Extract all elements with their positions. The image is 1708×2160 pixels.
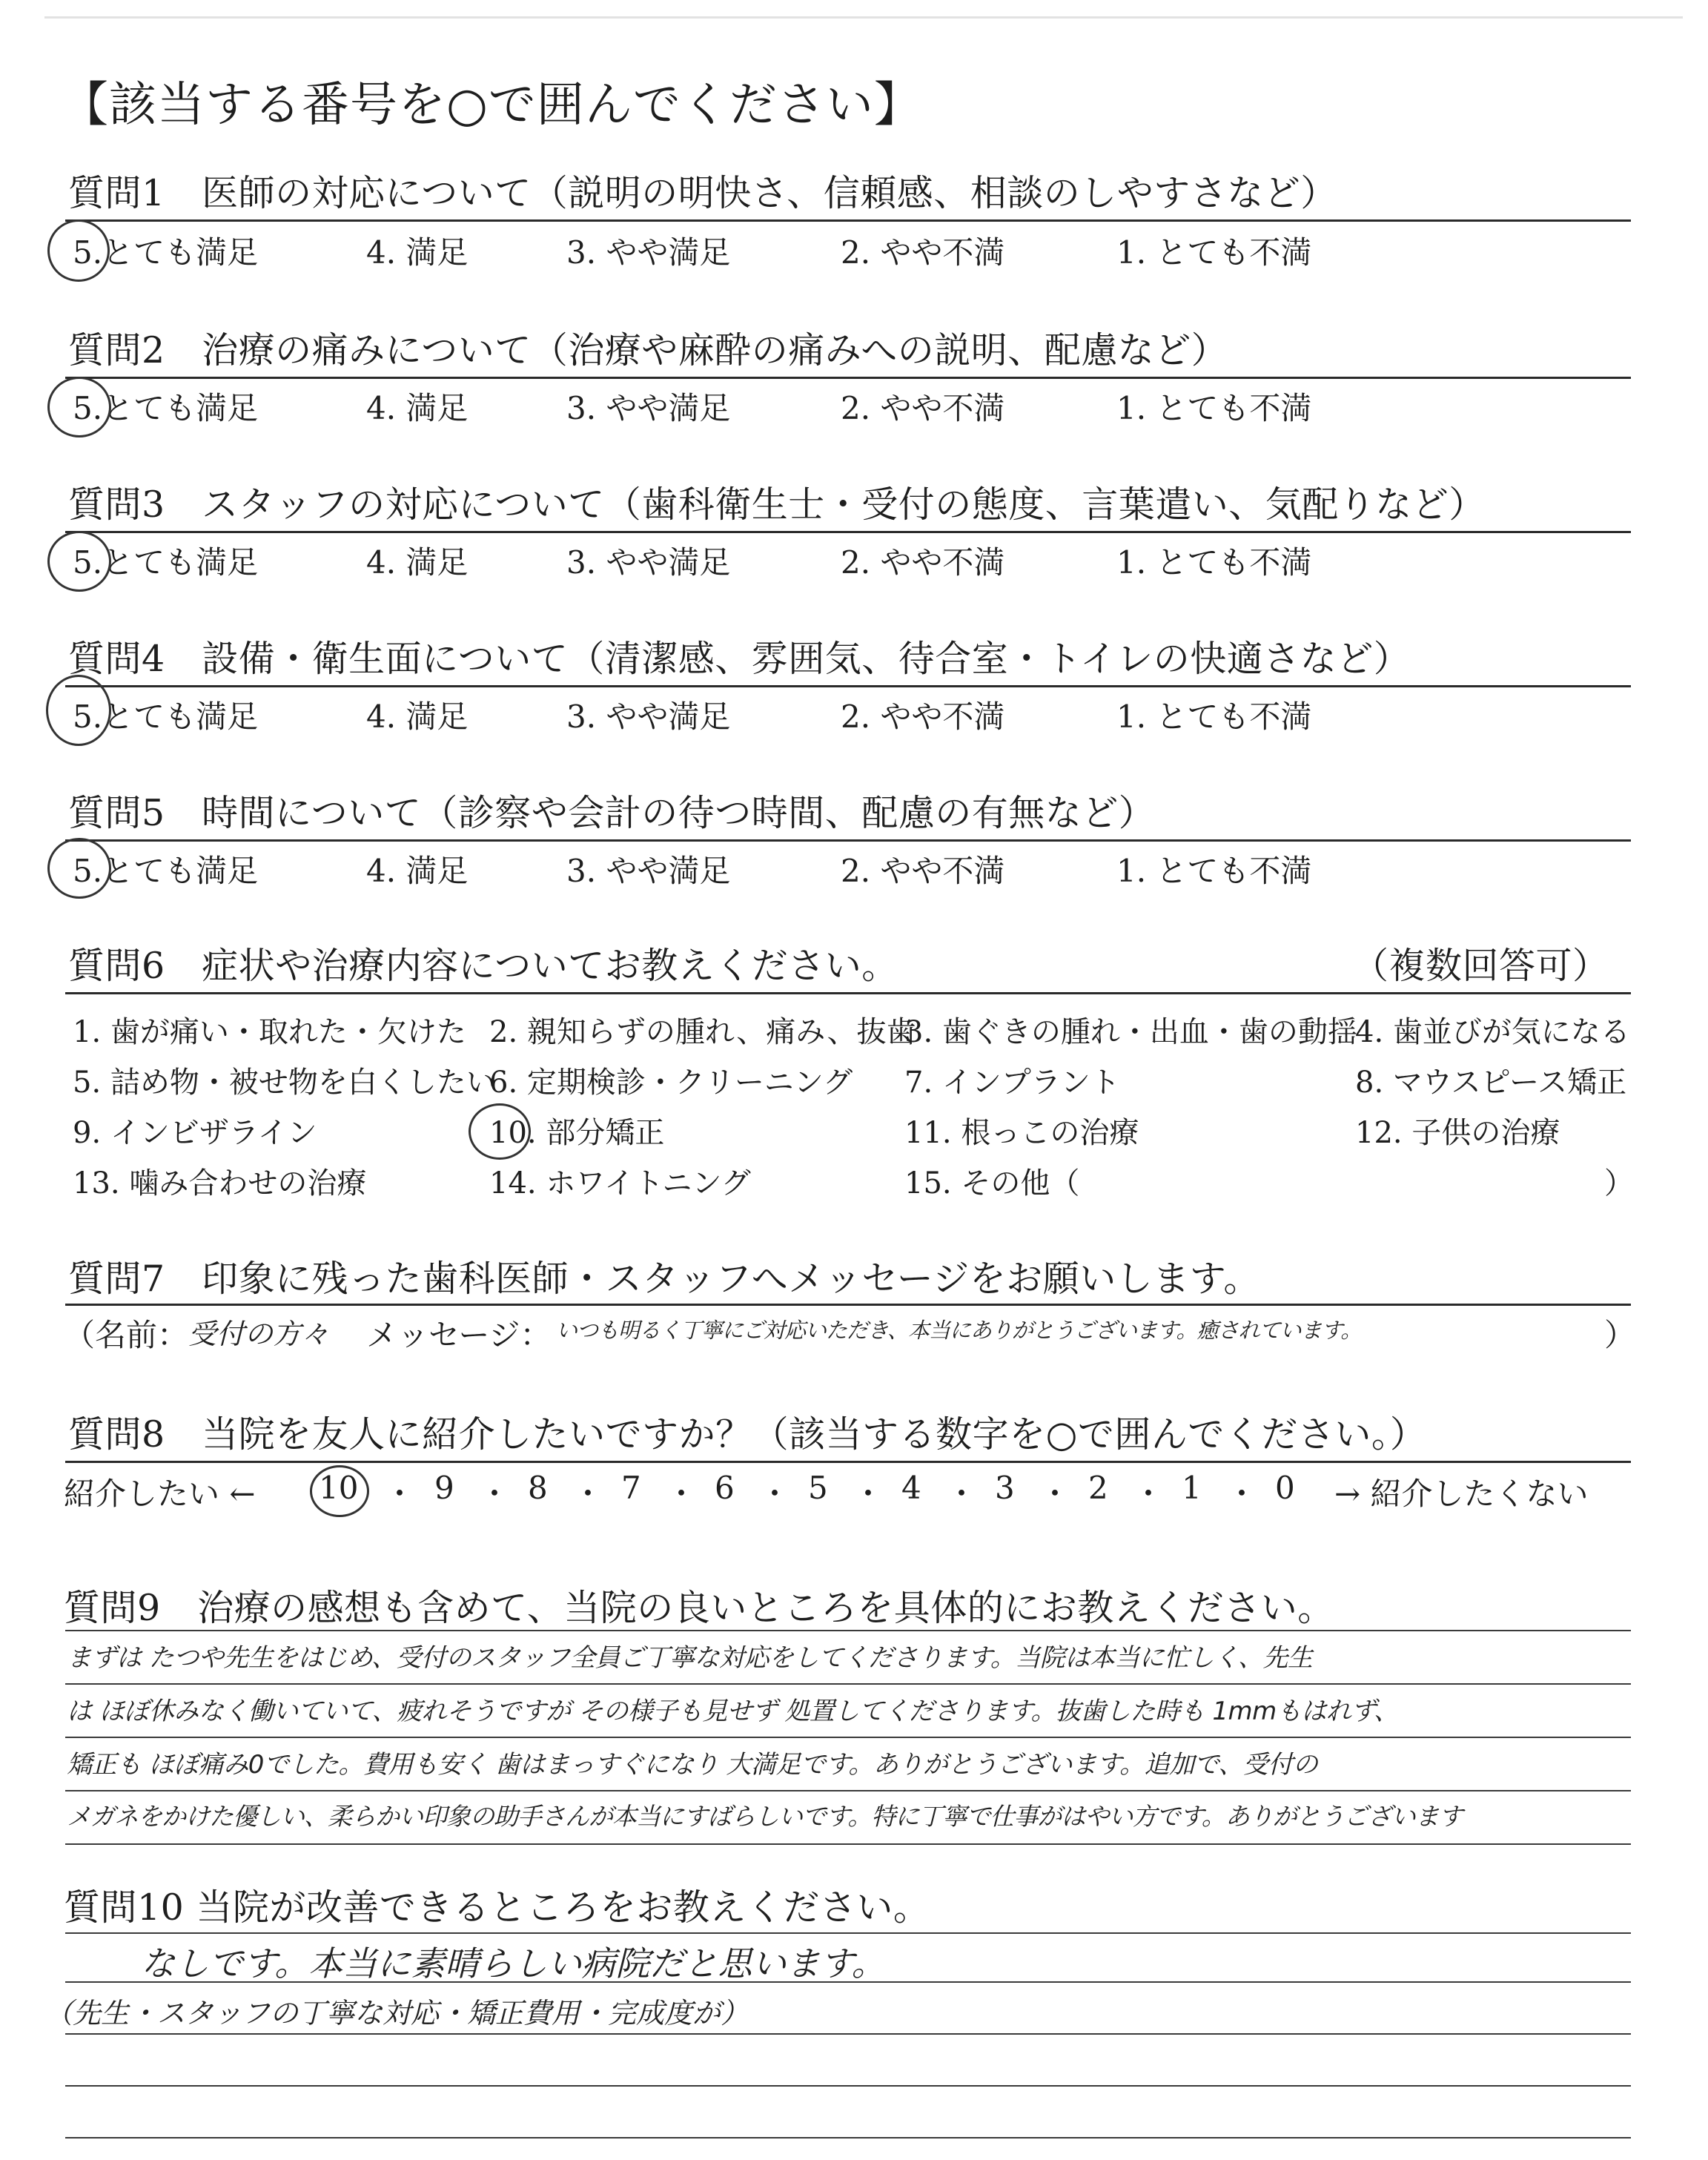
question-4-rule: [65, 685, 1631, 687]
q8-sep-4: ・: [666, 1476, 698, 1512]
q6-item-10[interactable]: 10. 部分矯正: [489, 1116, 665, 1150]
question-5-rule: [65, 839, 1631, 842]
question-10-title: 質問10 当院が改善できるところをお教えください。: [64, 1886, 930, 1929]
q8-selected-circle: [310, 1465, 369, 1517]
q8-scale-10[interactable]: 10: [319, 1470, 359, 1506]
q9-line-2: [65, 1683, 1631, 1685]
q6-item-15-close: ）: [1604, 1166, 1634, 1200]
q6-item-15[interactable]: 15. その他（: [904, 1166, 1080, 1200]
q6-item-11[interactable]: 11. 根っこの治療: [904, 1116, 1139, 1150]
q6-selected-circle: [469, 1103, 531, 1160]
q5-selected-circle: [47, 838, 111, 899]
q7-message-label: メッセージ：: [366, 1317, 552, 1353]
q6-item-6[interactable]: 6. 定期検診・クリーニング: [489, 1066, 853, 1100]
question-7-title: 質問7 印象に残った歯科医師・スタッフへメッセージをお願いします。: [68, 1258, 1260, 1300]
question-6-note: （複数回答可）: [1352, 945, 1609, 987]
q8-sep-10: ・: [1226, 1476, 1258, 1512]
q6-item-3[interactable]: 3. 歯ぐきの腫れ・出血・歯の動揺: [904, 1015, 1357, 1049]
question-3-title: 質問3 スタッフの対応について（歯科衛生士・受付の態度、言葉遣い、気配りなど）: [68, 483, 1486, 526]
q1-option-1[interactable]: 1. とても不満: [1116, 234, 1312, 271]
q6-item-12[interactable]: 12. 子供の治療: [1355, 1116, 1560, 1150]
q8-sep-2: ・: [479, 1476, 511, 1512]
q2-option-1[interactable]: 1. とても不満: [1116, 390, 1312, 426]
question-1-rule: [65, 219, 1631, 222]
q10-line-4: [65, 2085, 1631, 2087]
q5-option-1[interactable]: 1. とても不満: [1116, 853, 1312, 889]
q6-item-14[interactable]: 14. ホワイトニング: [489, 1166, 751, 1200]
q9-answer-line-2[interactable]: は ほぼ休みなく働いていて、疲れそうですが その様子も見せず 処置してくださります。抜歯した時も 1mmもはれず、: [67, 1697, 1399, 1726]
q6-item-9[interactable]: 9. インビザライン: [73, 1116, 317, 1150]
question-2-rule: [65, 377, 1631, 379]
q9-line-1: [65, 1630, 1631, 1631]
question-7-rule: [65, 1304, 1631, 1306]
q10-line-3: [65, 2033, 1631, 2035]
question-6-rule: [65, 992, 1631, 994]
question-1-title: 質問1 医師の対応について（説明の明快さ、信頼感、相談のしやすさなど）: [68, 172, 1337, 214]
q6-item-8[interactable]: 8. マウスピース矯正: [1355, 1066, 1627, 1100]
q6-item-13[interactable]: 13. 噛み合わせの治療: [73, 1166, 367, 1200]
q3-option-4[interactable]: 4. 満足: [366, 544, 469, 581]
q8-sep-9: ・: [1133, 1476, 1165, 1512]
q1-option-4[interactable]: 4. 満足: [366, 234, 469, 271]
q9-answer-line-3[interactable]: 矯正も ほぼ痛み0でした。費用も安く 歯はまっすぐになり 大満足です。ありがとうございます。追加で、受付の: [67, 1750, 1318, 1780]
q9-line-3: [65, 1737, 1631, 1738]
q4-option-5[interactable]: 5.とても満足: [73, 698, 259, 735]
q10-line-1: [65, 1932, 1631, 1934]
q4-selected-circle: [46, 675, 111, 746]
q9-line-4: [65, 1790, 1631, 1791]
q8-scale-8[interactable]: 8: [528, 1470, 548, 1506]
top-border: [44, 16, 1683, 19]
q7-close-paren: ）: [1604, 1317, 1636, 1353]
q2-selected-circle: [47, 377, 111, 437]
question-8-rule: [65, 1461, 1631, 1463]
q8-scale-7[interactable]: 7: [621, 1470, 641, 1506]
q3-option-5[interactable]: 5.とても満足: [73, 544, 259, 581]
q4-option-3[interactable]: 3. やや満足: [566, 698, 731, 735]
q8-sep-3: ・: [572, 1476, 604, 1512]
question-9-title: 質問9 治療の感想も含めて、当院の良いところを具体的にお教えください。: [64, 1587, 1334, 1629]
q7-name-value[interactable]: 受付の方々: [188, 1318, 330, 1350]
q8-scale-5[interactable]: 5: [808, 1470, 828, 1506]
question-3-rule: [65, 531, 1631, 533]
q10-answer-line-2[interactable]: （先生・スタッフの丁寧な対応・矯正費用・完成度が）: [44, 1997, 749, 2029]
q2-option-5[interactable]: 5.とても満足: [73, 390, 259, 426]
q6-item-1[interactable]: 1. 歯が痛い・取れた・欠けた: [73, 1015, 466, 1049]
q8-scale-3[interactable]: 3: [995, 1470, 1015, 1506]
q9-line-5: [65, 1843, 1631, 1845]
q10-line-5: [65, 2137, 1631, 2138]
question-2-title: 質問2 治療の痛みについて（治療や麻酔の痛みへの説明、配慮など）: [68, 329, 1228, 371]
page-header: 【該当する番号を○で囲んでください】: [61, 78, 922, 133]
q2-option-3[interactable]: 3. やや満足: [566, 390, 731, 426]
question-5-title: 質問5 時間について（診察や会計の待つ時間、配慮の有無など）: [68, 792, 1156, 834]
q8-sep-5: ・: [759, 1476, 791, 1512]
q8-sep-1: ・: [384, 1476, 416, 1512]
q9-answer-line-4[interactable]: メガネをかけた優しい、柔らかい印象の助手さんが本当にすばらしいです。特に丁寧で仕事がはやい方です。ありがとうございます: [67, 1802, 1463, 1831]
q5-option-5[interactable]: 5.とても満足: [73, 853, 259, 889]
q8-scale-6[interactable]: 6: [715, 1470, 735, 1506]
question-4-title: 質問4 設備・衛生面について（清潔感、雰囲気、待合室・トイレの快適さなど）: [68, 638, 1411, 680]
q4-option-4[interactable]: 4. 満足: [366, 698, 469, 735]
q8-scale-1[interactable]: 1: [1182, 1470, 1202, 1506]
q8-sep-8: ・: [1039, 1476, 1071, 1512]
q2-option-2[interactable]: 2. やや不満: [841, 390, 1005, 426]
q1-option-3[interactable]: 3. やや満足: [566, 234, 731, 271]
q4-option-2[interactable]: 2. やや不満: [841, 698, 1005, 735]
q3-selected-circle: [47, 531, 111, 592]
q8-sep-7: ・: [946, 1476, 978, 1512]
q9-answer-line-1[interactable]: まずは たつや先生をはじめ、受付のスタッフ全員ご丁寧な対応をしてくださります。当院は本当に忙しく、先生: [67, 1643, 1313, 1673]
q5-option-2[interactable]: 2. やや不満: [841, 853, 1005, 889]
q5-option-3[interactable]: 3. やや満足: [566, 853, 731, 889]
q3-option-2[interactable]: 2. やや不満: [841, 544, 1005, 581]
q3-option-1[interactable]: 1. とても不満: [1116, 544, 1312, 581]
q8-scale-0[interactable]: 0: [1275, 1470, 1295, 1506]
q1-selected-circle: [47, 219, 110, 282]
q8-scale-9[interactable]: 9: [434, 1470, 454, 1506]
q10-answer-line-1[interactable]: なしです。本当に素晴らしい病院だと思います。: [141, 1943, 886, 1984]
q8-right-label: → 紹介したくない: [1334, 1476, 1589, 1512]
q8-scale-4[interactable]: 4: [901, 1470, 921, 1506]
q1-option-2[interactable]: 2. やや不満: [841, 234, 1005, 271]
q7-message-value[interactable]: いつも明るく丁寧にご対応いただき、本当にありがとうございます。癒されています。: [556, 1318, 1362, 1343]
q6-item-7[interactable]: 7. インプラント: [904, 1066, 1120, 1100]
q6-item-5[interactable]: 5. 詰め物・被せ物を白くしたい: [73, 1066, 496, 1100]
q7-name-label: （名前：: [64, 1317, 189, 1353]
q6-item-4[interactable]: 4. 歯並びが気になる: [1355, 1015, 1630, 1049]
question-8-title: 質問8 当院を友人に紹介したいですか？（該当する数字を○で囲んでください。）: [68, 1413, 1427, 1456]
q5-option-4[interactable]: 4. 満足: [366, 853, 469, 889]
q2-option-4[interactable]: 4. 満足: [366, 390, 469, 426]
q8-scale-2[interactable]: 2: [1088, 1470, 1108, 1506]
q6-item-2[interactable]: 2. 親知らずの腫れ、痛み、抜歯: [489, 1015, 916, 1049]
q4-option-1[interactable]: 1. とても不満: [1116, 698, 1312, 735]
q8-left-label: 紹介したい ←: [64, 1476, 256, 1512]
q1-option-5[interactable]: 5.とても満足: [73, 234, 259, 271]
q3-option-3[interactable]: 3. やや満足: [566, 544, 731, 581]
q8-sep-6: ・: [853, 1476, 884, 1512]
question-6-title: 質問6 症状や治療内容についてお教えください。: [68, 945, 898, 987]
